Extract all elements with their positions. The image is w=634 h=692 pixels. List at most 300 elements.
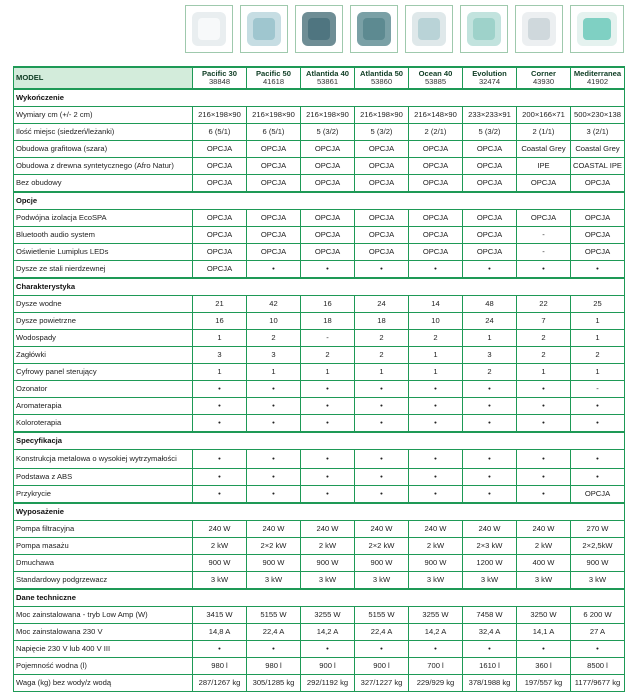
table-row <box>14 124 625 141</box>
value-cell: OPCJA <box>409 175 463 193</box>
value-cell: 3 <box>193 347 247 364</box>
value-cell: 1 <box>517 364 571 381</box>
value-cell: • <box>193 450 247 469</box>
spec-table <box>13 66 625 692</box>
table-row <box>14 469 625 486</box>
value-cell: - <box>517 244 571 261</box>
model-header <box>247 67 301 89</box>
tub-thumb-pacific-50-icon <box>240 5 288 53</box>
value-cell: 14,2 A <box>301 624 355 641</box>
value-cell: 32,4 A <box>463 624 517 641</box>
table-row <box>14 521 625 538</box>
value-cell: 8500 l <box>571 658 625 675</box>
value-cell: 2 kW <box>409 538 463 555</box>
table-row <box>14 261 625 279</box>
value-cell: • <box>247 398 301 415</box>
model-header <box>517 67 571 89</box>
value-cell: 6 (5/1) <box>193 124 247 141</box>
value-cell: • <box>355 641 409 658</box>
value-cell: 216×198×90 <box>301 107 355 124</box>
table-row <box>14 381 625 398</box>
value-cell: • <box>355 415 409 433</box>
table-row <box>14 175 625 193</box>
value-cell: OPCJA <box>517 210 571 227</box>
value-cell: Coastal Grey <box>571 141 625 158</box>
value-cell: 48 <box>463 296 517 313</box>
value-cell: 240 W <box>463 521 517 538</box>
table-row <box>14 210 625 227</box>
value-cell: OPCJA <box>571 486 625 504</box>
value-cell: • <box>355 450 409 469</box>
value-cell: • <box>247 450 301 469</box>
value-cell: OPCJA <box>355 244 409 261</box>
model-code: 32474 <box>478 77 501 86</box>
value-cell: • <box>355 381 409 398</box>
value-cell: OPCJA <box>247 244 301 261</box>
value-cell: 3 kW <box>301 572 355 590</box>
value-cell: 240 W <box>247 521 301 538</box>
value-cell: 2 (1/1) <box>517 124 571 141</box>
value-cell: 1610 l <box>463 658 517 675</box>
value-cell: 25 <box>571 296 625 313</box>
value-cell: OPCJA <box>463 158 517 175</box>
table-row <box>14 227 625 244</box>
value-cell: - <box>571 381 625 398</box>
value-cell: 3255 W <box>409 607 463 624</box>
table-row <box>14 450 625 469</box>
value-cell: OPCJA <box>463 141 517 158</box>
value-cell: 22 <box>517 296 571 313</box>
tub-water <box>308 18 330 40</box>
value-cell: 900 W <box>571 555 625 572</box>
value-cell: 3 kW <box>517 572 571 590</box>
value-cell: • <box>193 415 247 433</box>
value-cell: • <box>301 450 355 469</box>
row-label: Napięcie 230 V lub 400 V III <box>14 641 193 658</box>
value-cell: - <box>517 227 571 244</box>
value-cell: OPCJA <box>463 210 517 227</box>
value-cell: 2 <box>409 330 463 347</box>
value-cell: 5 (3/2) <box>355 124 409 141</box>
model-code: 41902 <box>586 77 609 86</box>
table-row <box>14 364 625 381</box>
value-cell: OPCJA <box>463 227 517 244</box>
value-cell: • <box>301 415 355 433</box>
table-row <box>14 398 625 415</box>
table-row <box>14 641 625 658</box>
value-cell: 216×198×90 <box>247 107 301 124</box>
value-cell: • <box>409 486 463 504</box>
tub-water <box>198 18 220 40</box>
value-cell: 360 l <box>517 658 571 675</box>
value-cell: 900 l <box>355 658 409 675</box>
section-header-row <box>14 192 625 210</box>
value-cell: IPE <box>517 158 571 175</box>
value-cell: 5 (3/2) <box>463 124 517 141</box>
model-code: 53860 <box>370 77 393 86</box>
value-cell: • <box>355 469 409 486</box>
value-cell: 900 l <box>301 658 355 675</box>
value-cell: OPCJA <box>193 175 247 193</box>
value-cell: OPCJA <box>355 158 409 175</box>
value-cell: 2 <box>517 347 571 364</box>
value-cell: • <box>193 381 247 398</box>
section-header-row <box>14 503 625 521</box>
value-cell: OPCJA <box>301 158 355 175</box>
table-row <box>14 244 625 261</box>
value-cell: 14,8 A <box>193 624 247 641</box>
row-label: Bez obudowy <box>14 175 193 193</box>
value-cell: 500×230×138 <box>571 107 625 124</box>
value-cell: OPCJA <box>193 210 247 227</box>
tub-water <box>253 18 275 40</box>
model-header <box>571 67 625 89</box>
model-header <box>463 67 517 89</box>
model-code: 43930 <box>532 77 555 86</box>
value-cell: 2×2 kW <box>355 538 409 555</box>
value-cell: 2 (2/1) <box>409 124 463 141</box>
value-cell: • <box>463 381 517 398</box>
value-cell: 3 (2/1) <box>571 124 625 141</box>
value-cell: 2 <box>517 330 571 347</box>
value-cell: OPCJA <box>247 141 301 158</box>
value-cell: 1 <box>247 364 301 381</box>
value-cell: 2 <box>571 347 625 364</box>
value-cell: 1200 W <box>463 555 517 572</box>
tub-thumb-atlantida-50-icon <box>350 5 398 53</box>
table-row <box>14 141 625 158</box>
row-label: Bluetooth audio system <box>14 227 193 244</box>
value-cell: 5 (3/2) <box>301 124 355 141</box>
value-cell: 24 <box>355 296 409 313</box>
value-cell: 2×3 kW <box>463 538 517 555</box>
value-cell: 1 <box>571 313 625 330</box>
value-cell: OPCJA <box>301 210 355 227</box>
value-cell: • <box>571 450 625 469</box>
model-name: Evolution <box>472 69 507 78</box>
section-title: Wyposażenie <box>14 503 625 521</box>
tub-water <box>363 18 385 40</box>
value-cell: OPCJA <box>463 175 517 193</box>
value-cell: 6 200 W <box>571 607 625 624</box>
row-label: Waga (kg) bez wody/z wodą <box>14 675 193 692</box>
model-code: 41618 <box>262 77 285 86</box>
value-cell: 240 W <box>517 521 571 538</box>
value-cell: 3415 W <box>193 607 247 624</box>
value-cell: 1 <box>355 364 409 381</box>
value-cell: Coastal Grey <box>517 141 571 158</box>
value-cell: COASTAL IPE <box>571 158 625 175</box>
table-row <box>14 486 625 504</box>
value-cell: 1 <box>571 364 625 381</box>
value-cell: 3 kW <box>463 572 517 590</box>
table-row <box>14 158 625 175</box>
value-cell: OPCJA <box>355 227 409 244</box>
value-cell: • <box>247 469 301 486</box>
model-header <box>193 67 247 89</box>
value-cell: • <box>409 469 463 486</box>
row-label: Ilość miejsc (siedzeń/leżanki) <box>14 124 193 141</box>
value-cell: 3 kW <box>247 572 301 590</box>
value-cell: 980 l <box>247 658 301 675</box>
value-cell: 27 A <box>571 624 625 641</box>
row-label: Podstawa z ABS <box>14 469 193 486</box>
row-label: Pompa masażu <box>14 538 193 555</box>
value-cell: 240 W <box>355 521 409 538</box>
table-row <box>14 330 625 347</box>
value-cell: 216×198×90 <box>193 107 247 124</box>
value-cell: 5155 W <box>247 607 301 624</box>
value-cell: OPCJA <box>301 175 355 193</box>
value-cell: 233×233×91 <box>463 107 517 124</box>
value-cell: • <box>247 486 301 504</box>
value-cell: OPCJA <box>193 141 247 158</box>
row-label: Pompa filtracyjna <box>14 521 193 538</box>
row-label: Przykrycie <box>14 486 193 504</box>
thumbnail-strip <box>185 5 625 59</box>
value-cell: • <box>571 469 625 486</box>
value-cell: 5155 W <box>355 607 409 624</box>
value-cell: OPCJA <box>247 175 301 193</box>
row-label: Pojemność wodna (l) <box>14 658 193 675</box>
value-cell: • <box>355 486 409 504</box>
model-name: Ocean 40 <box>418 69 453 78</box>
value-cell: 14,2 A <box>409 624 463 641</box>
table-row <box>14 347 625 364</box>
tub-water <box>528 18 550 40</box>
value-cell: • <box>517 415 571 433</box>
value-cell: 2 <box>355 330 409 347</box>
row-label: Dysze ze stali nierdzewnej <box>14 261 193 279</box>
value-cell: 10 <box>247 313 301 330</box>
value-cell: 1 <box>409 364 463 381</box>
value-cell: • <box>409 415 463 433</box>
value-cell: 3250 W <box>517 607 571 624</box>
value-cell: 7 <box>517 313 571 330</box>
section-title: Dane techniczne <box>14 589 625 607</box>
value-cell: • <box>463 398 517 415</box>
table-row <box>14 415 625 433</box>
value-cell: OPCJA <box>355 175 409 193</box>
value-cell: 18 <box>355 313 409 330</box>
value-cell: • <box>463 641 517 658</box>
model-code: 53861 <box>316 77 339 86</box>
section-title: Opcje <box>14 192 625 210</box>
value-cell: OPCJA <box>463 244 517 261</box>
table-row <box>14 555 625 572</box>
row-label: Oświetlenie Lumiplus LEDs <box>14 244 193 261</box>
value-cell: 2×2,5kW <box>571 538 625 555</box>
value-cell: 270 W <box>571 521 625 538</box>
value-cell: OPCJA <box>301 227 355 244</box>
value-cell: 240 W <box>193 521 247 538</box>
section-title: Specyfikacja <box>14 432 625 450</box>
value-cell: OPCJA <box>409 244 463 261</box>
value-cell: • <box>247 381 301 398</box>
value-cell: OPCJA <box>301 244 355 261</box>
value-cell: OPCJA <box>409 141 463 158</box>
value-cell: 1 <box>301 364 355 381</box>
model-code: 38848 <box>208 77 231 86</box>
row-label: Wymiary cm (+/- 2 cm) <box>14 107 193 124</box>
tub-thumb-corner-icon <box>515 5 563 53</box>
row-label: Zagłówki <box>14 347 193 364</box>
value-cell: • <box>463 450 517 469</box>
value-cell: OPCJA <box>247 210 301 227</box>
value-cell: • <box>463 486 517 504</box>
row-label: Koloroterapia <box>14 415 193 433</box>
value-cell: 240 W <box>301 521 355 538</box>
value-cell: OPCJA <box>571 227 625 244</box>
table-row <box>14 296 625 313</box>
value-cell: 3 <box>463 347 517 364</box>
value-cell: 2 <box>463 364 517 381</box>
value-cell: • <box>517 261 571 279</box>
value-cell: 3 kW <box>409 572 463 590</box>
value-cell: • <box>301 641 355 658</box>
value-cell: - <box>301 330 355 347</box>
value-cell: • <box>247 641 301 658</box>
tub-thumb-atlantida-40-icon <box>295 5 343 53</box>
table-row <box>14 624 625 641</box>
value-cell: 6 (5/1) <box>247 124 301 141</box>
value-cell: • <box>517 486 571 504</box>
table-row <box>14 658 625 675</box>
value-cell: OPCJA <box>193 227 247 244</box>
value-cell: • <box>409 398 463 415</box>
value-cell: • <box>301 469 355 486</box>
value-cell: • <box>193 398 247 415</box>
value-cell: • <box>193 641 247 658</box>
table-row <box>14 572 625 590</box>
value-cell: • <box>355 398 409 415</box>
value-cell: 10 <box>409 313 463 330</box>
value-cell: 3 <box>247 347 301 364</box>
tub-water <box>418 18 440 40</box>
value-cell: 1 <box>409 347 463 364</box>
value-cell: 2 <box>355 347 409 364</box>
value-cell: 3 kW <box>355 572 409 590</box>
row-label: Obudowa z drewna syntetycznego (Afro Natur) <box>14 158 193 175</box>
value-cell: • <box>571 641 625 658</box>
header-label: MODEL <box>14 67 193 89</box>
value-cell: 2 kW <box>301 538 355 555</box>
value-cell: 14 <box>409 296 463 313</box>
value-cell: 292/1192 kg <box>301 675 355 692</box>
value-cell: 2 <box>301 347 355 364</box>
value-cell: • <box>301 486 355 504</box>
value-cell: • <box>571 398 625 415</box>
value-cell: • <box>463 261 517 279</box>
section-header-row <box>14 432 625 450</box>
value-cell: 42 <box>247 296 301 313</box>
model-header <box>301 67 355 89</box>
value-cell: 327/1227 kg <box>355 675 409 692</box>
value-cell: 900 W <box>301 555 355 572</box>
value-cell: OPCJA <box>571 244 625 261</box>
section-header-row <box>14 278 625 296</box>
value-cell: • <box>517 641 571 658</box>
value-cell: OPCJA <box>409 158 463 175</box>
table-row <box>14 607 625 624</box>
value-cell: • <box>409 381 463 398</box>
value-cell: 287/1267 kg <box>193 675 247 692</box>
value-cell: OPCJA <box>247 227 301 244</box>
value-cell: OPCJA <box>301 141 355 158</box>
value-cell: • <box>409 450 463 469</box>
section-title: Charakterystyka <box>14 278 625 296</box>
model-header <box>355 67 409 89</box>
value-cell: 1 <box>463 330 517 347</box>
value-cell: • <box>517 381 571 398</box>
tub-thumb-ocean-40-icon <box>405 5 453 53</box>
value-cell: 22,4 A <box>355 624 409 641</box>
value-cell: OPCJA <box>571 210 625 227</box>
value-cell: • <box>301 398 355 415</box>
value-cell: • <box>193 469 247 486</box>
value-cell: • <box>517 450 571 469</box>
row-label: Dysze powietrzne <box>14 313 193 330</box>
value-cell: 400 W <box>517 555 571 572</box>
value-cell: 216×198×90 <box>355 107 409 124</box>
value-cell: 900 W <box>355 555 409 572</box>
tub-water <box>583 18 611 40</box>
value-cell: 22,4 A <box>247 624 301 641</box>
tub-water <box>473 18 495 40</box>
model-code: 53885 <box>424 77 447 86</box>
value-cell: 16 <box>193 313 247 330</box>
row-label: Moc zainstalowana 230 V <box>14 624 193 641</box>
value-cell: 305/1285 kg <box>247 675 301 692</box>
value-cell: 2 kW <box>193 538 247 555</box>
section-header-row <box>14 589 625 607</box>
table-header-row <box>14 67 625 89</box>
value-cell: 700 l <box>409 658 463 675</box>
row-label: Standardowy podgrzewacz <box>14 572 193 590</box>
row-label: Dmuchawa <box>14 555 193 572</box>
row-label: Ozonator <box>14 381 193 398</box>
value-cell: 2×2 kW <box>247 538 301 555</box>
value-cell: • <box>463 469 517 486</box>
value-cell: OPCJA <box>193 261 247 279</box>
value-cell: • <box>247 415 301 433</box>
value-cell: OPCJA <box>571 175 625 193</box>
row-label: Podwójna izolacja EcoSPA <box>14 210 193 227</box>
value-cell: 200×166×71 <box>517 107 571 124</box>
value-cell: OPCJA <box>193 158 247 175</box>
model-name: Mediterranea <box>573 69 622 78</box>
value-cell: OPCJA <box>247 158 301 175</box>
model-header <box>409 67 463 89</box>
value-cell: OPCJA <box>517 175 571 193</box>
table-row <box>14 107 625 124</box>
value-cell: 2 kW <box>517 538 571 555</box>
value-cell: 3 kW <box>193 572 247 590</box>
value-cell: 229/929 kg <box>409 675 463 692</box>
value-cell: • <box>571 415 625 433</box>
row-label: Obudowa grafitowa (szara) <box>14 141 193 158</box>
value-cell: OPCJA <box>409 227 463 244</box>
model-name: Atlantida 50 <box>359 69 404 78</box>
section-title: Wykończenie <box>14 89 625 107</box>
value-cell: • <box>409 641 463 658</box>
row-label: Wodospady <box>14 330 193 347</box>
value-cell: • <box>463 415 517 433</box>
table-row <box>14 675 625 692</box>
value-cell: • <box>193 486 247 504</box>
model-name: Atlantida 40 <box>305 69 350 78</box>
value-cell: • <box>517 469 571 486</box>
